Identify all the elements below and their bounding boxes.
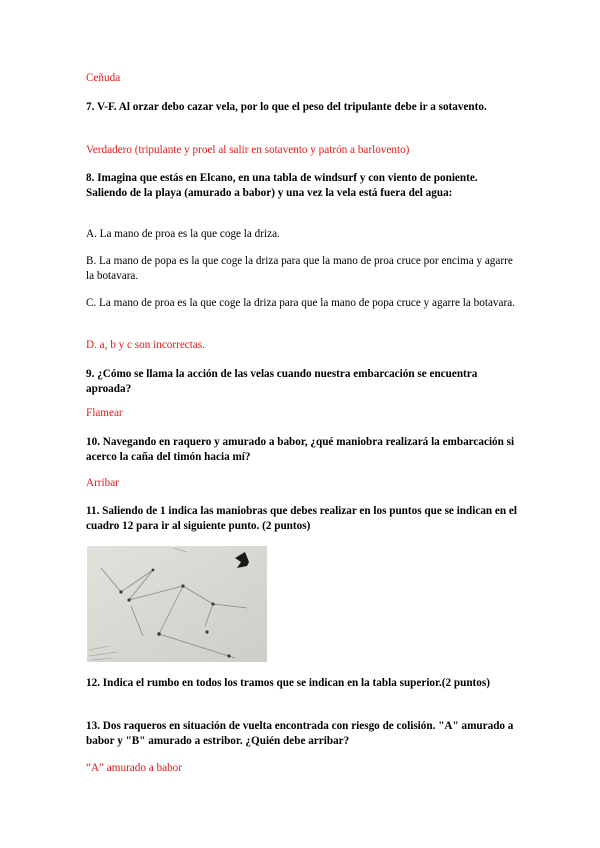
answer-13: “A” amurado a babor (86, 762, 182, 774)
option-8b: B. La mano de popa es la que coge la driza para que la mano de proa cruce por encima y agarre la botavara. (86, 255, 513, 282)
answer-8: D. a, b y c son incorrectas. (86, 339, 205, 351)
answer-10: Arribar (86, 477, 119, 489)
answer-6: Ceñuda (86, 72, 121, 84)
option-8a: A. La mano de proa es la que coge la driza. (86, 228, 280, 240)
answer-7: Verdadero (tripulante y proel al salir en sotavento y patrón a barlovento) (86, 144, 410, 156)
question-11: 11. Saliendo de 1 indica las maniobras que debes realizar en los puntos que se indican en el cuadro 12 para ir al siguiente punto. (2 puntos) (86, 505, 517, 532)
question-12: 12. Indica el rumbo en todos los tramos que se indican en la tabla superior.(2 puntos) (86, 677, 490, 689)
question-8: 8. Imagina que estás en Elcano, en una tabla de windsurf y con viento de poniente. Saliendo de la playa (amurado a babor) y una vez la vela está fuera del agua: (86, 172, 478, 199)
question-7: 7. V-F. Al orzar debo cazar vela, por lo que el peso del tripulante debe ir a sotavento. (86, 101, 487, 113)
question-13: 13. Dos raqueros en situación de vuelta encontrada con riesgo de colisión. "A" amurado a babor y "B" amurado a estribor. ¿Quién debe arribar? (86, 720, 514, 747)
question-9: 9. ¿Cómo se llama la acción de las velas cuando nuestra embarcación se encuentra aproada? (86, 368, 478, 395)
option-8c: C. La mano de proa es la que coge la driza para que la mano de popa cruce y agarre la botavara. (86, 297, 515, 309)
course-diagram-photo (87, 546, 267, 662)
course-diagram-svg (87, 546, 267, 662)
answer-9: Flamear (86, 407, 123, 419)
question-10: 10. Navegando en raquero y amurado a babor, ¿qué maniobra realizará la embarcación si acerco la caña del timón hacia mí? (86, 436, 515, 463)
